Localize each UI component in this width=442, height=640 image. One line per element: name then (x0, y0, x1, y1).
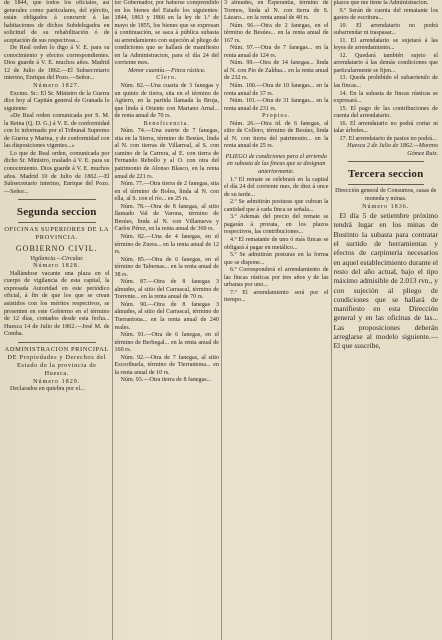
lot-entry: Núm. 82.—Una de 4 fanegas, en el término de Zuera... en la renta anual de 12 rs. (114, 233, 219, 256)
condition-item: 16. El arrendatario no podrá cortar ni talar árboles... (333, 120, 438, 135)
condition-item: 6.º Corresponderá el arrendamiento de las fincas rústicas por tres años y de las urbanas por uno... (224, 267, 329, 289)
category-heading: Propios. (262, 113, 291, 120)
section-heading: Tercera seccion (348, 168, 424, 181)
paragraph: Lo que de Real orden, comunicada por dicho Sr. Ministro, traslado á V. E. para su conocimiento. Dios guarde á V. E. muchos años. Madrid 10 de Julio de 1862.—El Subsecretario interino, Enrique del Pozo.—Señor... (4, 150, 110, 195)
paragraph: tor Gobernador, por haberse comprendido en los bienes del Estado los siguientes: 1844, 1863 y 1866 en la ley de 1.º de mayo de 1855, los bienes que se expresan á continuación, se saca á pública subasta su arrendamiento con sujeción al pliego de condiciones que se hallará de manifiesto en la Administracion, para el día 24 del corriente mes. (114, 0, 219, 67)
lot-entry: Núm. 101.—Otra de 31 fanegas... en la renta anual de 231 rs. (224, 98, 329, 112)
lot-entry: Núm. 82.—Una cuarta de 3 fanegas y un quinto de tierra, sita en el término de Agüero, en la partida llamada la Bruja, que linda á Oriente con Mariano Arnal... de renta anual de 70 rs. (114, 83, 219, 120)
condition-item: 7.º El arrendamiento será por el tiempo... (224, 289, 329, 304)
divider (18, 222, 96, 223)
admin-heading: ADMINISTRACION PRINCIPAL DE Propiedades y Derechos del Estado de la provincia de Huesca. (4, 345, 109, 377)
divider (18, 342, 96, 343)
paragraph: de 1844, que todos los oficiales, así generales como particulares, del ejército, están obligados á concurrir á las habitaciones de dichos Subdelegados en solicitud de su rehabilitación ó de aceptación de sus respectivas... (4, 0, 110, 44)
condition-item: 11. El arrendatario se sujetará á las leyes de arrendamiento... (333, 37, 438, 52)
paragraph: De Real orden lo digo á V. E. para su conocimiento y efectos correspondientes. Dios guarde á V. E. muchos años. Madrid 12 de Julio de 1862.—El Subsecretario interino, Enrique del Pozo.—Señor... (4, 45, 110, 82)
paragraph: Excmo. Sr.: El Sr. Ministro de la Guerra dice hoy al Capitán general de Granada lo siguiente: (4, 90, 110, 112)
subheading: Vigilancia.—Circular. (30, 255, 84, 262)
condition-item: 3.º Además del precio del remate se pagarán á prorata, en los plazos respectivos, las contribuciones... (224, 214, 329, 236)
category-heading: Clero. (156, 75, 178, 82)
column-3 (221, 0, 331, 640)
order-number: Número 1836. (362, 203, 410, 210)
order-number: Número 1829. (33, 378, 81, 385)
paragraph: Declarados en quiebra por el... (10, 386, 85, 393)
condition-item: 9.º Serán de cuenta del rematante los gastos de escritura... (333, 7, 438, 22)
paragraph: Hallándose vacante una plaza en el cuerpo de vigilancia de esta capital, la expresada Autoridad en este periódico oficial, á fin de que los que se crean asistidos con los méritos respectivos, se presenten en este Gobierno en el término de 12 días, contados desde esta fecha... Huesca 14 de Julio de 1862.—José M. de Comba. (4, 270, 110, 338)
condition-item: 15. El pago de las contribuciones de cuenta del arrendatario. (333, 105, 438, 120)
order-number: Número 1827. (33, 83, 81, 90)
conditions-heading: PLIEGO de condiciones para el arriendo en subasta de las fincas que se designan anteriormente. (225, 153, 327, 176)
divider (348, 184, 425, 185)
lot-entry: Núm. 100.—Otra de 10 fanegas... en la renta anual de 37 rs. (224, 83, 329, 97)
subheading: Menor cuantía.—Finca rústica. (128, 67, 206, 74)
condition-item: plazos que me tiene la Administracion. (333, 0, 429, 6)
section-heading: Segunda seccion (16, 206, 97, 219)
condition-item: 12. Quedará también sujeto el arrendatario á las demás condiciones que particularmente se fijen... (333, 52, 438, 74)
column-1 (2, 0, 112, 640)
lot-entry: Núm. 78.—Otra de 8 fanegas, al sitio llamado Val de Varona, término de Besúes, linda al N. con Villanueva y Carlos Pérez, en la renta anual de 360 rs. (114, 203, 219, 233)
divider (348, 161, 425, 162)
gobierno-heading: GOBIERNO CIVIL. (15, 244, 98, 254)
office-heading: OFICINAS SUPERIORES DE LA PROVINCIA. (4, 226, 110, 242)
lot-entry: Núm. 96.—Otra de 2 fanegas, en el término de Besúes... en la renta anual de 167 rs. (224, 22, 329, 44)
condition-item: 4.º El rematante de uno ó más fincas se obligará á pagar en metálico... (224, 236, 329, 251)
lot-entry: Núm. 87.—Otra de 8 fanegas 3 almudes, al sitio del Carrascal, término de Torrente... en la renta anual de 70 rs. (114, 279, 219, 301)
lot-entry: Núm. 92.—Otra de 7 fanegas, al sitio Escorihuela, término de Tierrantona... en la renta anual de 10 rs. (114, 354, 219, 376)
condition-item: 13. Queda prohibido el subarriendo de las fincas... (333, 75, 438, 90)
condition-item: 17. El arrendatario de pastos no podrá... (339, 135, 437, 142)
paragraph: «De Real orden comunicada por S. M. la Reina (Q. D. G.) á V. E. de conformidad con lo informado por el Tribunal Supremo de Guerra y Marina, y de conformidad con las disposiciones vigentes...» (4, 113, 110, 150)
lot-entry: Núm. 99.—Otra de 14 fanegas... linda al N. con Pío de Zaldua... en la renta anual de 232 rs. (224, 60, 329, 82)
lot-entry: Núm. 93.—Otra tierra de 8 fanegas... (120, 377, 212, 384)
lot-entry: Núm. 26.—Otra id. de 6 fanegas, al sitio de Colloro, término de Besúes, linda al N. con tierra del patrimonio... en la renta anual de 25 rs. (224, 120, 329, 150)
condition-item: 14. En la subasta de fincas rústicas se expresará... (333, 90, 438, 105)
signature-date: Huesca 2 de Julio de 1862.—Moreno Gómez Ruiz. (347, 143, 438, 157)
condition-item: 10. El arrendatario no podrá subarrendar ni traspasar... (333, 22, 438, 37)
subheading: Dirección general de Consumos, casas de moneda y minas. (335, 188, 437, 203)
condition-item: 2.º Se admitirán posturas que cubran la cantidad que á cada finca se señala... (224, 199, 329, 213)
lot-entry: Núm. 74.—Una suerte de 7 fanegas, sita en la Sierra, término de Besúes, linda al N. con tierras de Villarreal, al S. con camino de la Carrera, al E. con tierra de Fernando Rebollo y al O. con otra del patrimonio de Alonso Blasco, en la renta anual de 221 rs. (114, 128, 219, 180)
divider (18, 199, 96, 200)
lot-entry: Núm. 97.—Otra de 7 fanegas... en la renta anual de 124 rs. (224, 45, 329, 59)
paragraph: El día 5 de setiembre próximo tendrá lugar en los minas de Bustinto la subasta para contratar el surtido de herramientas y efectos de carpintería necesarios en aquel establecimiento durante el resto del año actual, bajo el tipo máximo admisible de 2.013 rvn., y con sujeción al pliego de condiciones que se hallará de manifiesto en esta Dirección general y en las oficinas de las... Las proposiciones deberán arreglarse al modelo siguiente.—El que suscribe, (333, 211, 438, 351)
lot-entry: Núm. 90.—Otra de 8 fanegas 3 almudes, al sitio del Carrascal, término de Tierrantona... en la renta anual de 240 reales. (114, 301, 219, 331)
lot-entry: 3 almudes, en Esperantía, término de Tormos, linda al N. con tierra de S. Lázaro... en la renta anual de 40 rs. (224, 0, 329, 22)
condition-item: 1.º El remate se celebrará en la capital el día 24 del corriente mes, de diez á once de su tarde... (224, 176, 329, 198)
lot-entry: Núm. 91.—Otra de 6 fanegas, en el término de Berbegal... en la renta anual de 160 rs. (114, 332, 219, 354)
order-number: Número 1828. (33, 263, 81, 270)
column-4 (331, 0, 441, 640)
category-heading: Beneficencia. (143, 120, 190, 127)
lot-entry: Núm. 85.—Otra de 6 fanegas, en el término de Tabernas... en la renta anual de 38 rs. (114, 256, 219, 278)
condition-item: 5.º Se admitirán posturas en la forma que se dispone... (224, 252, 329, 266)
lot-entry: Núm. 77.—Otra tierra de 2 fanegas, sita en el término de Bolea, linda al N. con ella, al S. con el río... en 25 rs. (114, 181, 219, 203)
column-2 (112, 0, 222, 640)
